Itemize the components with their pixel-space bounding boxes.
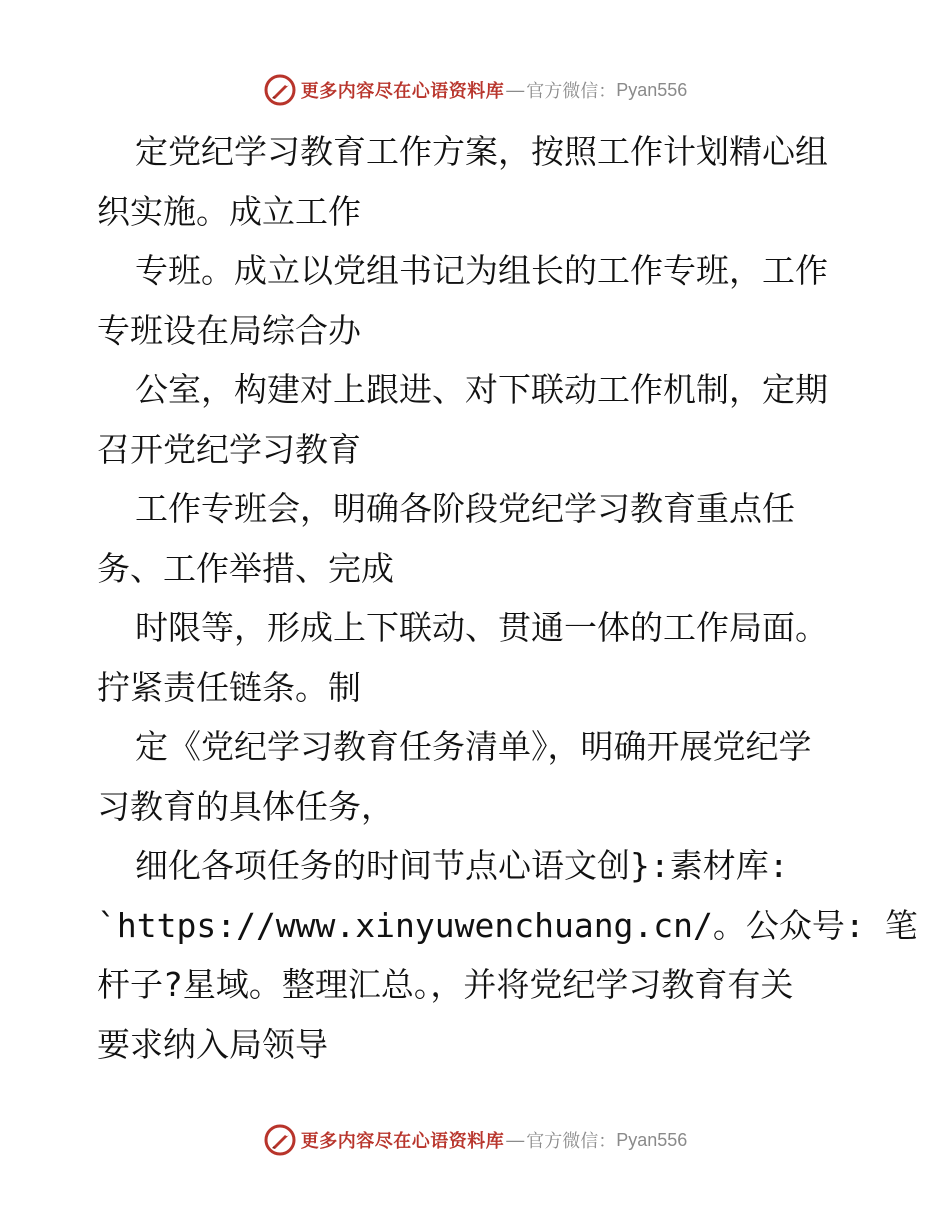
text-line: 工作专班会，明确各阶段党纪学习教育重点任 bbox=[135, 489, 795, 528]
footer-watermark bbox=[0, 1120, 950, 1160]
header-watermark bbox=[0, 70, 950, 110]
watermark-dash: — bbox=[506, 79, 525, 100]
text-line: 定《党纪学习教育任务清单》，明确开展党纪学 bbox=[135, 727, 812, 766]
quill-pen-logo-icon bbox=[263, 73, 297, 107]
watermark-account-id: Pyan556 bbox=[616, 79, 688, 100]
text-line: 时限等，形成上下联动、贯通一体的工作局面。 bbox=[135, 608, 828, 647]
text-line: 定党纪学习教育工作方案，按照工作计划精心组 bbox=[135, 132, 828, 171]
text-line: 专班设在局综合办 bbox=[97, 310, 361, 350]
text-line: 要求纳入局领导 bbox=[97, 1024, 328, 1064]
text-line: 细化各项任务的时间节点心语文创}:素材库: bbox=[135, 846, 789, 885]
text-line: 织实施。成立工作 bbox=[97, 191, 361, 231]
text-line: 专班。成立以党组书记为组长的工作专班，工作 bbox=[135, 251, 828, 290]
text-line: 杆子?星域。整理汇总。，并将党纪学习教育有关 bbox=[97, 965, 794, 1004]
watermark-account-id: Pyan556 bbox=[616, 1129, 688, 1150]
watermark-dash: — bbox=[506, 1129, 525, 1150]
watermark-account-label: 官方微信： bbox=[526, 81, 617, 102]
document-body bbox=[97, 122, 918, 1074]
text-line: 召开党纪学习教育 bbox=[97, 429, 361, 469]
text-line: 务、工作举措、完成 bbox=[97, 548, 394, 588]
text-line: 拧紧责任链条。制 bbox=[97, 667, 361, 707]
text-line: `https://www.xinyuwenchuang.cn/。公众号: 笔 bbox=[97, 905, 918, 945]
watermark-account-label: 官方微信： bbox=[526, 1131, 617, 1152]
watermark-title: 更多内容尽在心语资料库 bbox=[300, 1131, 505, 1152]
watermark-title: 更多内容尽在心语资料库 bbox=[300, 81, 505, 102]
text-line: 公室，构建对上跟进、对下联动工作机制，定期 bbox=[135, 370, 828, 409]
text-line: 习教育的具体任务， bbox=[97, 786, 394, 826]
quill-pen-logo-icon bbox=[263, 1123, 297, 1157]
